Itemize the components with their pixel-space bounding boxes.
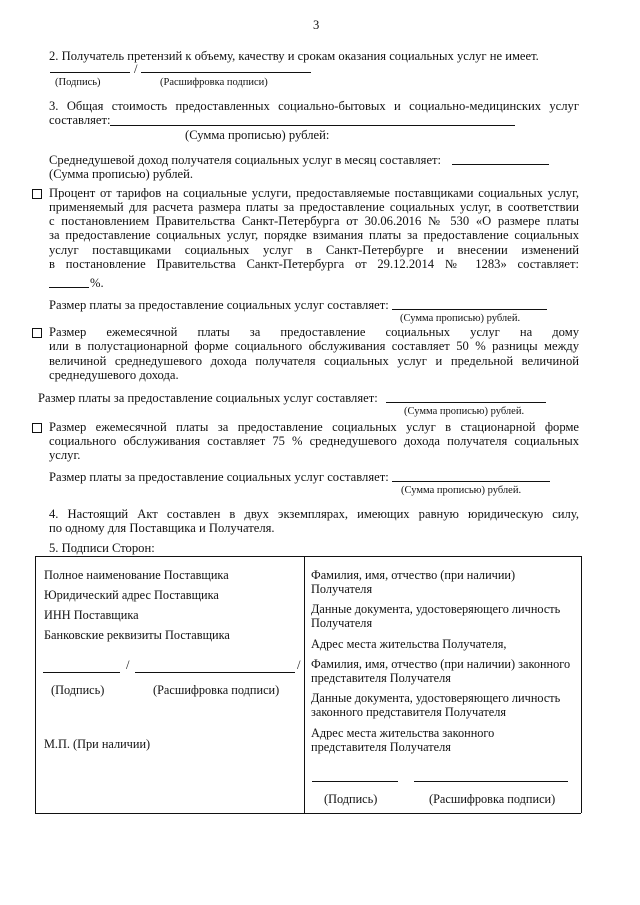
representative-address-label: Адрес места жительства законного — [311, 726, 495, 740]
option2-line: Размер ежемесячной платы за предоставление социальных услуг на дому — [49, 325, 579, 339]
avg-income-line: Среднедушевой доход получателя социальных услуг в месяц составляет: — [49, 153, 442, 167]
section2-text: 2. Получатель претензий к объему, качеству и срокам оказания социальных услуг не имеет. — [49, 49, 539, 63]
percent-suffix: %. — [90, 276, 104, 290]
option1-line: за предоставление социальных услуг, порядке взимания платы за предоставление социальных — [49, 228, 579, 242]
avg-income-caption: (Сумма прописью) рублей. — [49, 167, 194, 181]
provider-inn-label: ИНН Поставщика — [44, 608, 139, 622]
page-number: 3 — [313, 18, 320, 32]
option3-fee-caption: (Сумма прописью) рублей. — [401, 485, 522, 496]
representative-address-label-2: представителя Получателя — [311, 740, 451, 754]
option3-fee-field[interactable] — [392, 481, 550, 482]
percent-field[interactable] — [49, 287, 89, 288]
provider-signature-caption: (Подпись) — [51, 683, 105, 697]
table-middle-border — [304, 556, 305, 813]
provider-decode-line[interactable] — [135, 672, 295, 673]
representative-doc-label-2: законного представителя Получателя — [311, 705, 506, 719]
recipient-decode-line[interactable] — [414, 781, 568, 782]
total-cost-line[interactable] — [110, 125, 515, 126]
recipient-doc-label-2: Получателя — [311, 616, 373, 630]
option2-fee-caption: (Сумма прописью) рублей. — [404, 406, 525, 417]
option3-line: социального обслуживания составляет 75 % среднедушевого дохода получателя социальных — [49, 434, 579, 448]
option3-fee-line: Размер платы за предоставление социальных услуг составляет: — [49, 470, 389, 484]
representative-fio-label-2: представителя Получателя — [311, 671, 451, 685]
option1-fee-field[interactable] — [392, 309, 547, 310]
representative-doc-label: Данные документа, удостоверяющего личность — [311, 691, 561, 705]
option1-line: в постановление Правительства Санкт-Петербурга от 29.12.2014 № 1283» составляет: — [49, 257, 579, 271]
option1-line: Процент от тарифов на социальные услуги, предоставляемые поставщиками социальных услуг, — [49, 186, 579, 200]
avg-income-field[interactable] — [452, 164, 549, 165]
provider-decode-caption: (Расшифровка подписи) — [153, 683, 280, 697]
option3-checkbox[interactable] — [32, 423, 42, 433]
signature-caption: (Подпись) — [55, 77, 101, 88]
provider-signature-line[interactable] — [43, 672, 120, 673]
table-top-border — [35, 556, 581, 557]
option1-fee-line: Размер платы за предоставление социальных услуг составляет: — [49, 298, 389, 312]
recipient-address-label: Адрес места жительства Получателя, — [311, 637, 507, 651]
recipient-signature-line[interactable] — [312, 781, 398, 782]
option2-line: или в полустационарной форме социального обслуживания составляет 50 % разницы между — [49, 339, 579, 353]
section5-title: 5. Подписи Сторон: — [49, 541, 155, 555]
option1-fee-caption: (Сумма прописью) рублей. — [400, 313, 521, 324]
section4-line: 4. Настоящий Акт составлен в двух экземплярах, имеющих равную юридическую силу, — [49, 507, 579, 521]
section3-line2: составляет: — [49, 113, 111, 127]
provider-full-name-label: Полное наименование Поставщика — [44, 568, 229, 582]
provider-separator-end: / — [297, 658, 301, 672]
table-left-border — [35, 556, 36, 813]
option2-checkbox[interactable] — [32, 328, 42, 338]
recipient-fio-label: Фамилия, имя, отчество (при наличии) — [311, 568, 516, 582]
option2-line: величиной среднедушевого дохода получателя социальных услуг и предельной величиной — [49, 354, 579, 368]
representative-fio-label: Фамилия, имя, отчество (при наличии) законного — [311, 657, 571, 671]
option2-fee-field[interactable] — [386, 402, 546, 403]
section4-line: по одному для Поставщика и Получателя. — [49, 521, 275, 535]
provider-separator: / — [126, 658, 130, 672]
recipient-doc-label: Данные документа, удостоверяющего личность — [311, 602, 561, 616]
table-bottom-border — [35, 813, 581, 814]
recipient-fio-label-2: Получателя — [311, 582, 373, 596]
signature-line[interactable] — [50, 72, 130, 73]
option1-line: применяемый для расчета размера платы за предоставление социальных услуг, в соответствии — [49, 200, 579, 214]
recipient-decode-caption: (Расшифровка подписи) — [429, 792, 556, 806]
separator: / — [134, 62, 138, 76]
decode-caption: (Расшифровка подписи) — [160, 77, 268, 88]
provider-stamp-label: М.П. (При наличии) — [44, 737, 151, 751]
section3-line1: 3. Общая стоимость предоставленных социально-бытовых и социально-медицинских услуг — [49, 99, 579, 113]
provider-bank-label: Банковские реквизиты Поставщика — [44, 628, 230, 642]
option2-fee-line: Размер платы за предоставление социальных услуг составляет: — [38, 391, 378, 405]
option1-checkbox[interactable] — [32, 189, 42, 199]
signature-decode-line[interactable] — [141, 72, 311, 73]
provider-legal-address-label: Юридический адрес Поставщика — [44, 588, 219, 602]
option2-line: среднедушевого дохода. — [49, 368, 179, 382]
amount-caption: (Сумма прописью) рублей: — [185, 128, 330, 142]
option3-line: услуг. — [49, 448, 81, 462]
option3-line: Размер ежемесячной платы за предоставление социальных услуг в стационарной форме — [49, 420, 579, 434]
option1-line: с постановлением Правительства Санкт-Петербурга от 30.06.2016 № 530 «О размере платы — [49, 214, 579, 228]
table-right-border — [581, 556, 582, 813]
recipient-signature-caption: (Подпись) — [324, 792, 378, 806]
option1-line: услуг поставщиками социальных услуг в Санкт-Петербурге и внесении изменений — [49, 243, 579, 257]
